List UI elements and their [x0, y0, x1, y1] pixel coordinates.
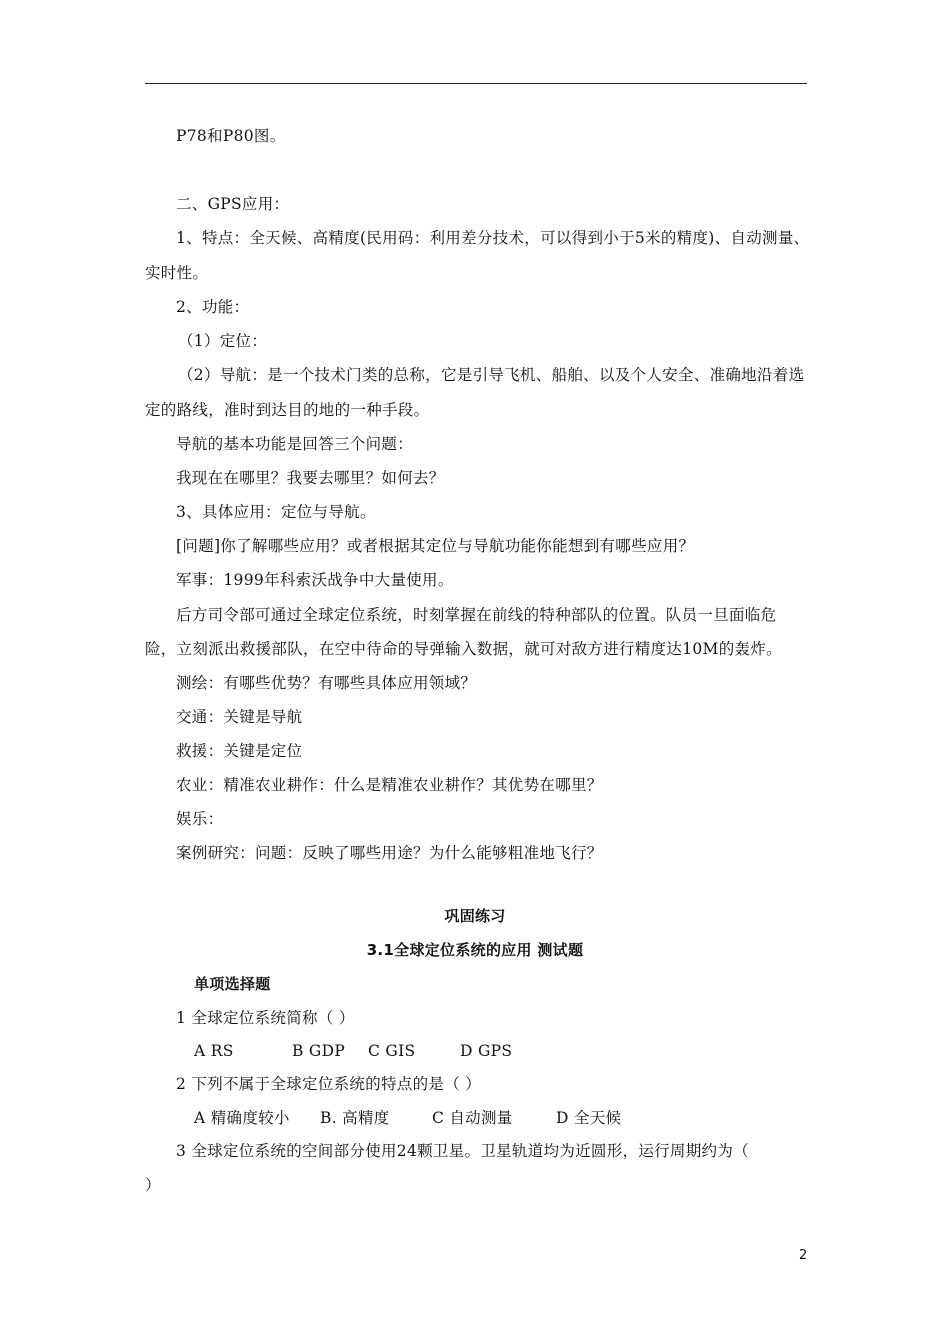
question-1: 1 全球定位系统简称（ ）	[176, 1009, 355, 1027]
text-line: 导航的基本功能是回答三个问题：	[176, 435, 414, 453]
text-line: 娱乐：	[176, 810, 224, 828]
text-line: 我现在在哪里？我要去哪里？如何去？	[176, 469, 445, 487]
text-line: 3、具体应用：定位与导航。	[176, 503, 376, 521]
text-line: 险，立刻派出救援部队，在空中待命的导弹输入数据，就可对敌方进行精度达10M的轰炸。	[145, 640, 782, 658]
question-3-continuation: ）	[145, 1176, 161, 1194]
text-line: 军事：1999年科索沃战争中大量使用。	[176, 571, 454, 589]
option-b: B. 高精度	[320, 1109, 390, 1127]
text-line: 测绘：有哪些优势？有哪些具体应用领域？	[176, 674, 477, 692]
text-line: 后方司令部可通过全球定位系统，时刻掌握在前线的特种部队的位置。队员一旦面临危	[176, 606, 777, 624]
section-heading: 二、GPS应用：	[176, 195, 290, 213]
section-title: 单项选择题	[194, 975, 271, 993]
text-line: 2、功能：	[176, 298, 250, 316]
question-2-options	[194, 1108, 621, 1128]
text-line: 交通：关键是导航	[176, 708, 303, 726]
option-b: B GDP	[292, 1042, 346, 1060]
text-line: （1）定位：	[178, 332, 268, 350]
option-d: D 全天候	[556, 1109, 622, 1127]
option-a: A RS	[194, 1042, 234, 1060]
text-line: 救援：关键是定位	[176, 742, 303, 760]
text-line: （2）导航：是一个技术门类的总称，它是引导飞机、船舶、以及个人安全、准确地沿着选	[178, 366, 805, 384]
option-a: A 精确度较小	[194, 1109, 290, 1127]
text-line: 1、特点：全天候、高精度(民用码：利用差分技术，可以得到小于5米的精度)、自动测量、	[176, 229, 810, 247]
option-c: C 自动测量	[432, 1109, 513, 1127]
exercise-heading: 巩固练习	[444, 907, 506, 925]
text-line: 农业：精准农业耕作：什么是精准农业耕作？其优势在哪里？	[176, 776, 603, 794]
text-line: 实时性。	[145, 264, 209, 282]
header-rule	[145, 83, 807, 84]
question-1-options	[194, 1041, 512, 1061]
text-line: P78和P80图。	[176, 127, 286, 145]
option-d: D GPS	[460, 1042, 513, 1060]
option-c: C GIS	[368, 1042, 416, 1060]
text-line: 定的路线，准时到达目的地的一种手段。	[145, 401, 430, 419]
text-line: [问题]你了解哪些应用？或者根据其定位与导航功能你能想到有哪些应用？	[176, 537, 695, 555]
question-3: 3 全球定位系统的空间部分使用24颗卫星。卫星轨道均为近圆形，运行周期约为（	[176, 1142, 749, 1160]
exercise-title: 3.1全球定位系统的应用 测试题	[366, 941, 584, 959]
page-number: 2	[799, 1248, 808, 1263]
question-2: 2 下列不属于全球定位系统的特点的是（ ）	[176, 1075, 482, 1093]
text-line: 案例研究：问题：反映了哪些用途？为什么能够粗准地飞行？	[176, 844, 603, 862]
